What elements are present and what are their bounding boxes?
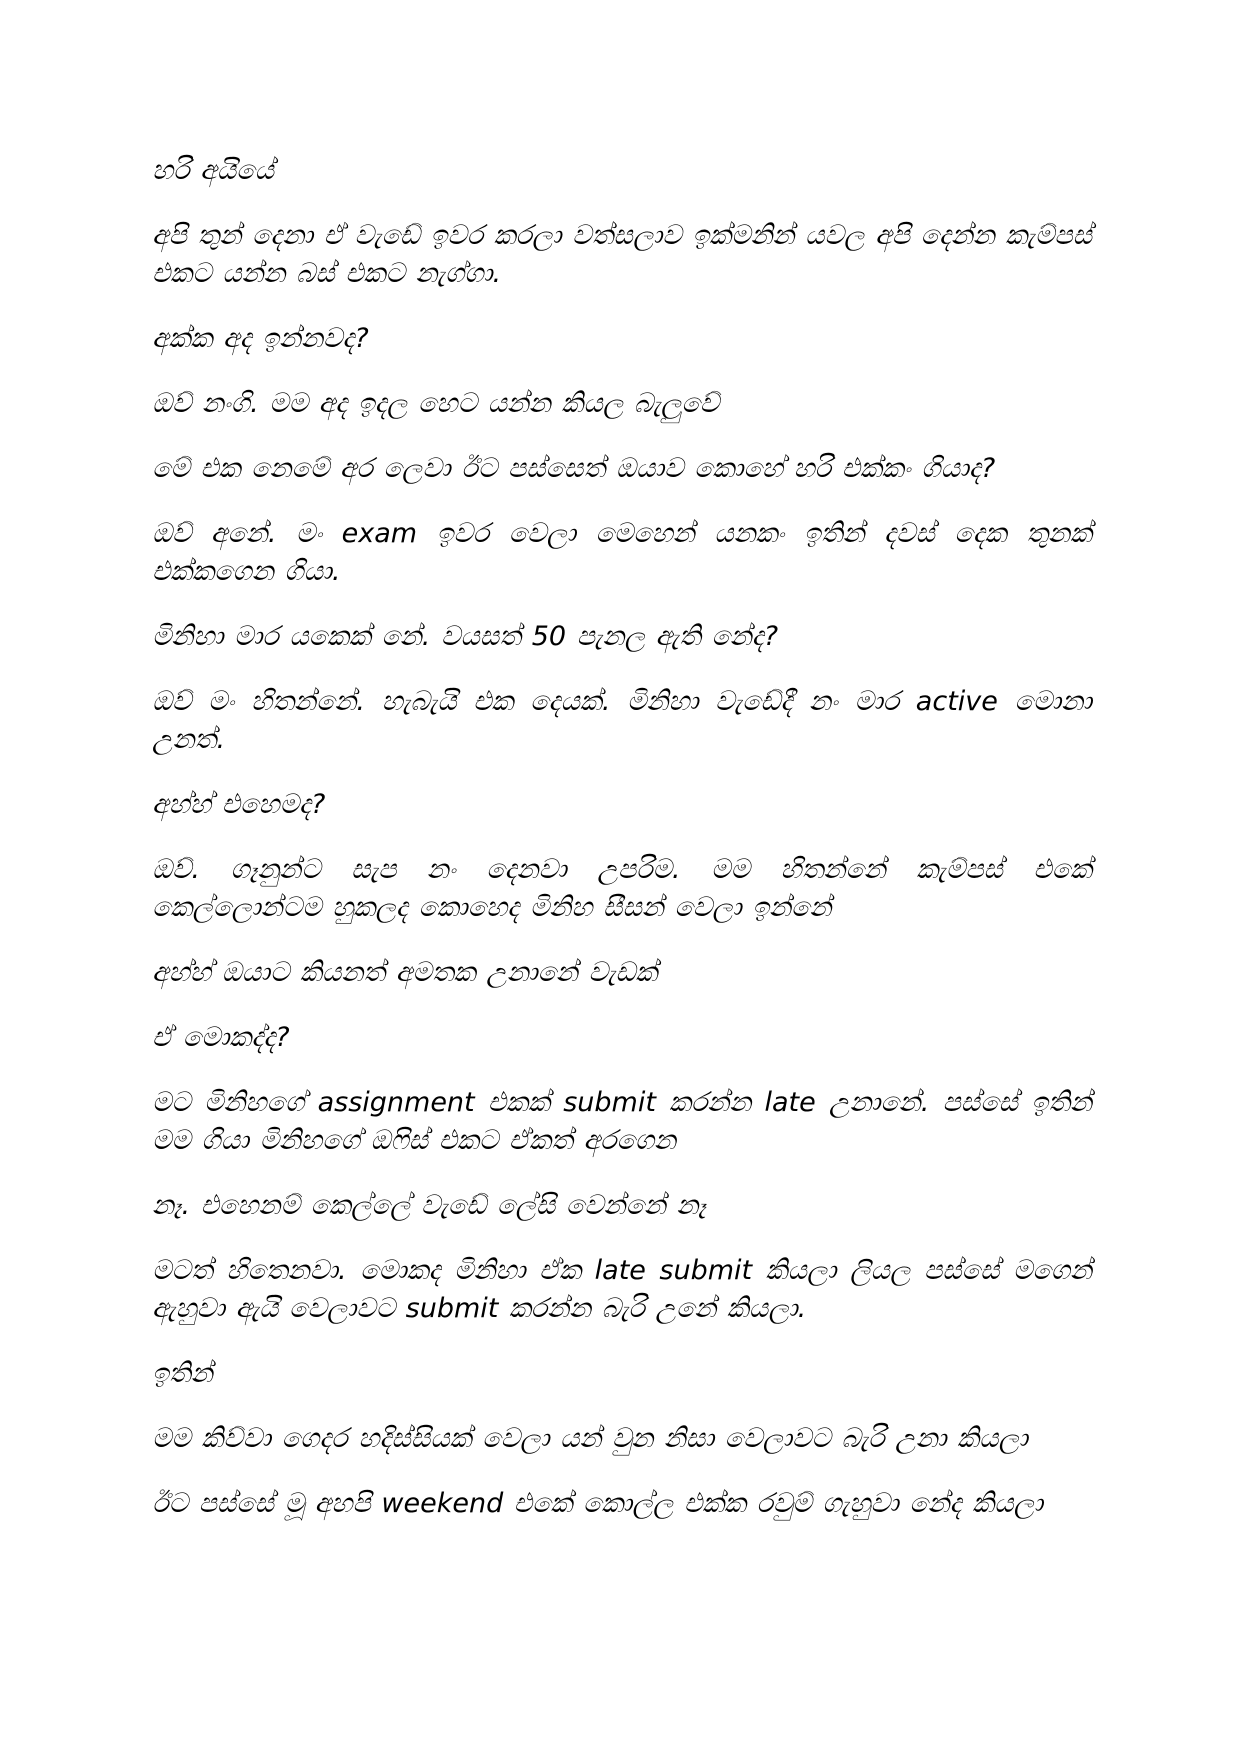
- paragraph: මට මිනිහගේ assignment එකක් submit කරන්න late උනානේ. පස්සේ ඉතින් මම ගියා මිනිහගේ ඔෆිස් එකට ඒකත් අරගෙන: [152, 1087, 1092, 1156]
- paragraph: මිනිහා මාර යකෙක් නේ. වයසත් 50 පැනල ඇති නේද?: [152, 621, 779, 652]
- paragraph: ඊට පස්සේ මූ අහපි weekend එකේ කොල්ල එක්ක රවුම් ගැහුවා නේද කියලා: [152, 1488, 1044, 1519]
- paragraph: ඉතින්: [152, 1358, 213, 1389]
- paragraph: අපි තුන් දෙනා ඒ වැඩේ ඉවර කරලා වත්සලාව ඉක්මනින් යවල අපි දෙන්න කැම්පස් එකට යන්න බස් එකට නැග්ගා.: [152, 220, 1092, 289]
- paragraph: අක්ක අද ඉන්නවද?: [152, 323, 369, 354]
- paragraph: අහ්හ් ඔයාට කියනත් අමතක උනානේ වැඩක්: [152, 957, 658, 988]
- paragraph: ඔව් අනේ. මං exam ඉවර වෙලා මෙහෙන් යනකං ඉතින් දවස් දෙක තුනක් එක්කගෙන ගියා.: [152, 518, 1092, 587]
- paragraph: නෑ. එහෙනම් කෙල්ලේ වැඩේ ලේසි වෙන්නේ නෑ: [152, 1190, 706, 1221]
- paragraph: ඔව්. ගෑනුන්ට සැප නං දෙනවා උපරිම. මම හිතන්නේ කැම්පස් එකේ කෙල්ලොන්ටම හුකලද කොහෙද මිනිහ සීසන් වෙලා ඉන්නේ: [152, 854, 1092, 923]
- document-body: [152, 152, 1092, 1550]
- paragraph: මටත් හිතෙනවා. මොකද මිනිහා ඒක late submit කියලා ලියල පස්සේ මගෙන් ඇහුවා ඇයි වෙලාවට submit කරන්න බැරි උනේ කියලා.: [152, 1255, 1092, 1324]
- paragraph: මම කිව්වා ගෙදර හදිස්සියක් වෙලා යන් වුන නිසා වෙලාවට බැරි උනා කියලා: [152, 1423, 1028, 1454]
- paragraph: හරි අයියේ: [152, 155, 274, 186]
- paragraph: ඒ මොකද්ද?: [152, 1022, 290, 1053]
- paragraph: ඔව් මං හිතන්නේ. හැබැයි එක දෙයක්. මිනිහා වැඩේදී නං මාර active මොනා උනත්.: [152, 686, 1092, 755]
- paragraph: ඔව් නංගි. මම අද ඉදල හෙට යන්න කියල බැලුවේ: [152, 388, 720, 419]
- paragraph: මේ එක නෙමේ අර ලෙවා ඊට පස්සෙත් ඔයාව කොහේ හරි එක්කං ගියාද?: [152, 453, 996, 484]
- paragraph: අහ්හ් එහෙමද?: [152, 789, 326, 820]
